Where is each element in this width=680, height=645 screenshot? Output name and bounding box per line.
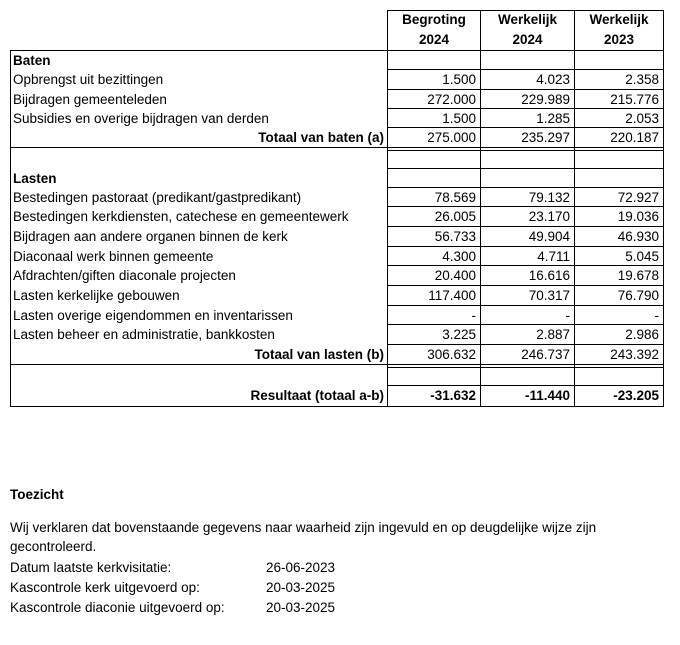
- grid-line: [387, 89, 664, 90]
- grid-line: [387, 187, 664, 188]
- grid-line: [387, 168, 664, 169]
- table-row: Lasten overige eigendommen en inventarissen - - -: [13, 308, 659, 323]
- table-row: Subsidies en overige bijdragen van derden 1.500 1.285 2.053: [13, 111, 659, 126]
- grid-line: [387, 246, 664, 247]
- section-heading-baten: Baten: [13, 53, 51, 68]
- grid-line: [387, 69, 664, 70]
- grid-line: [387, 226, 664, 227]
- total-row-baten: Totaal van baten (a) 275.000 235.297 220.187: [258, 130, 659, 145]
- toezicht-statement: Wij verklaren dat bovenstaande gegevens naar waarheid zijn ingevuld en op deugdelijke wijze zijn gecontroleerd.: [10, 520, 597, 554]
- grid-line: [10, 364, 387, 365]
- grid-line: [387, 10, 664, 11]
- table-row: Afdrachten/giften diaconale projecten 20.400 16.616 19.678: [13, 268, 659, 283]
- col-header-werkelijk-2024: Werkelijk 2024: [497, 12, 558, 47]
- grid-line: [387, 147, 664, 148]
- grid-line: [387, 385, 664, 386]
- table-row: Lasten beheer en administratie, bankkosten 3.225 2.887 2.986: [13, 327, 659, 342]
- grid-line: [387, 324, 664, 325]
- table-row: Bijdragen gemeenteleden 272.000 229.989 215.776: [13, 92, 659, 107]
- grid-line: [387, 364, 664, 365]
- grid-line: [10, 50, 664, 51]
- table-row: Bestedingen kerkdiensten, catechese en gemeentewerk 26.005 23.170 19.036: [13, 209, 659, 224]
- grid-line: [387, 344, 664, 345]
- table-row: Bijdragen aan andere organen binnen de kerk 56.733 49.904 46.930: [13, 229, 659, 244]
- grid-line: [387, 265, 664, 266]
- table-row: Bestedingen pastoraat (predikant/gastpredikant) 78.569 79.132 72.927: [13, 190, 659, 205]
- total-row-lasten: Totaal van lasten (b) 306.632 246.737 243.392: [254, 347, 659, 362]
- grid-line: [10, 50, 11, 407]
- grid-line: [387, 367, 664, 368]
- table-row: Diaconaal werk binnen gemeente 4.300 4.711 5.045: [13, 249, 659, 264]
- grid-line: [387, 108, 664, 109]
- toezicht-title: Toezicht: [10, 487, 64, 502]
- col-header-begroting-2024: Begroting 2024: [402, 12, 466, 47]
- grid-line: [387, 305, 664, 306]
- grid-line: [387, 206, 664, 207]
- financial-table: [10, 10, 664, 408]
- grid-line: [10, 147, 387, 148]
- grid-line: [387, 150, 664, 151]
- financial-statement: Begroting 2024 Werkelijk 2024 Werkelijk 2023 Baten Opbrengst uit bezittingen 1.500 4.023 2.358 Bijdragen gemeenteleden 272.000 229.989 215.776 Subsidies en overige bijdragen van derden 1.500 1.285 2.053 Totaal van baten (a) 275.000 235.297 220.187 Lasten Bestedingen pastoraat (predikant/gastpredikant) 78.569 79.132 72.927 Bestedingen kerkdiensten, catechese en gemeentewerk 26.005 23.170 19.036 Bijdragen aan andere organen binnen de kerk 56.733 49.904 46.930 Diaconaal werk binnen gemeente 4.300 4.711 5.045 Afdrachten/giften diaconale projecten 20.400 16.616 19.678 Lasten kerkelijke gebouwen 117.400 70.317 76.790 Lasten overige eigendommen en inventarissen - - - Lasten beheer en administratie, bankkosten 3.225 2.887 2.986 Totaal van lasten (b) 306.632 246.737 243.392 Resultaat (totaal a-b) -31.632 -11.440 -23.205 Toezicht Wij verklaren dat bovenstaande gegevens naar waarheid zijn ingevuld en op deugdelijke wijze zijn gecontroleerd. Datum laatste kerkvisitatie: 26-06-2023 Kascontrole kerk uitgevoerd op: 20-03-2025 Kascontrole diaconie uitgevoerd op: 20-03-2025: [10, 10, 664, 408]
- result-row: Resultaat (totaal a-b) -31.632 -11.440 -23.205: [250, 388, 659, 403]
- grid-line: [387, 127, 664, 128]
- grid-line: [10, 406, 664, 407]
- col-header-werkelijk-2023: Werkelijk 2023: [589, 12, 649, 47]
- grid-line: [387, 285, 664, 286]
- table-row: Lasten kerkelijke gebouwen 117.400 70.317 76.790: [13, 288, 659, 303]
- table-row: Opbrengst uit bezittingen 1.500 4.023 2.358: [13, 72, 659, 87]
- section-heading-lasten: Lasten: [13, 171, 57, 186]
